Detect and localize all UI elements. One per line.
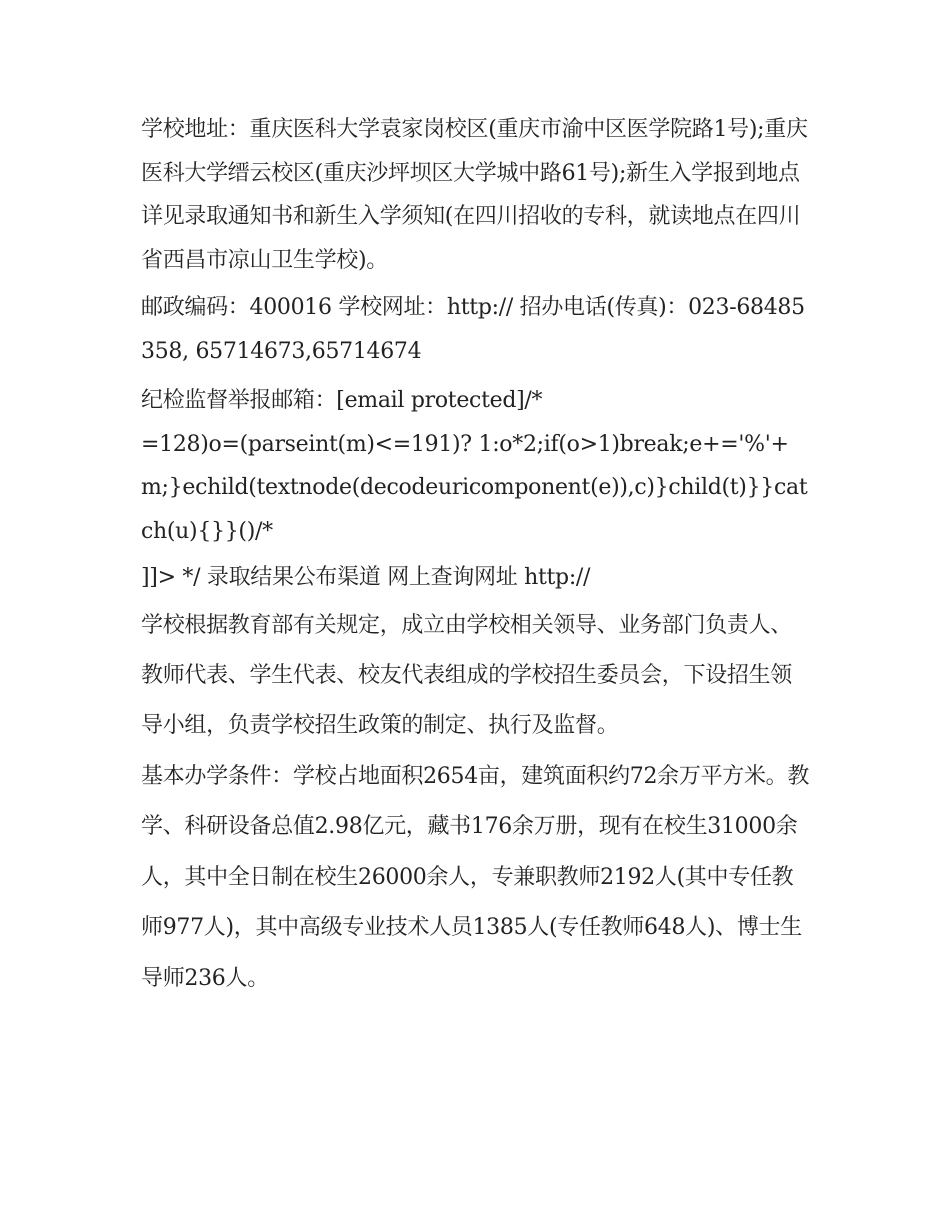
report-email-paragraph: 纪检监督举报邮箱：[email protected]/* (141, 388, 543, 413)
document-body (141, 108, 813, 1004)
admission-committee-paragraph: 学校根据教育部有关规定，成立由学校相关领导、业务部门负责人、教师代表、学生代表、校友代表组成的学校招生委员会，下设招生领导小组，负责学校招生政策的制定、执行及监督。 (141, 612, 793, 738)
admission-results-channel-paragraph: ]]> */ 录取结果公布渠道 网上查询网址 http:// (141, 565, 591, 590)
school-conditions-paragraph: 基本办学条件：学校占地面积2654亩，建筑面积约72余万平方米。教学、科研设备总值2.98亿元，藏书176余万册，现有在校生31000余人，其中全日制在校生26000余人，专兼职教师2192人(其中专任教师977人)，其中高级专业技术人员1385人(专任教师648人)、博士生导师236人。 (141, 763, 810, 991)
script-text-paragraph: =128)o=(parseint(m)<=191)? 1:o*2;if(o>1)break;e+='%'+m;}echild(textnode(decodeuricomponent(e)),c)}child(t)}}catch(u){}}()/* (141, 431, 808, 544)
contact-info-paragraph: 邮政编码：400016 学校网址：http:// 招办电话(传真)：023-68485358, 65714673,65714674 (141, 295, 805, 364)
school-address-paragraph: 学校地址：重庆医科大学袁家岗校区(重庆市渝中区医学院路1号);重庆医科大学缙云校区(重庆沙坪坝区大学城中路61号);新生入学报到地点详见录取通知书和新生入学须知(在四川招收的专科，就读地点在四川省西昌市凉山卫生学校)。 (141, 117, 808, 273)
